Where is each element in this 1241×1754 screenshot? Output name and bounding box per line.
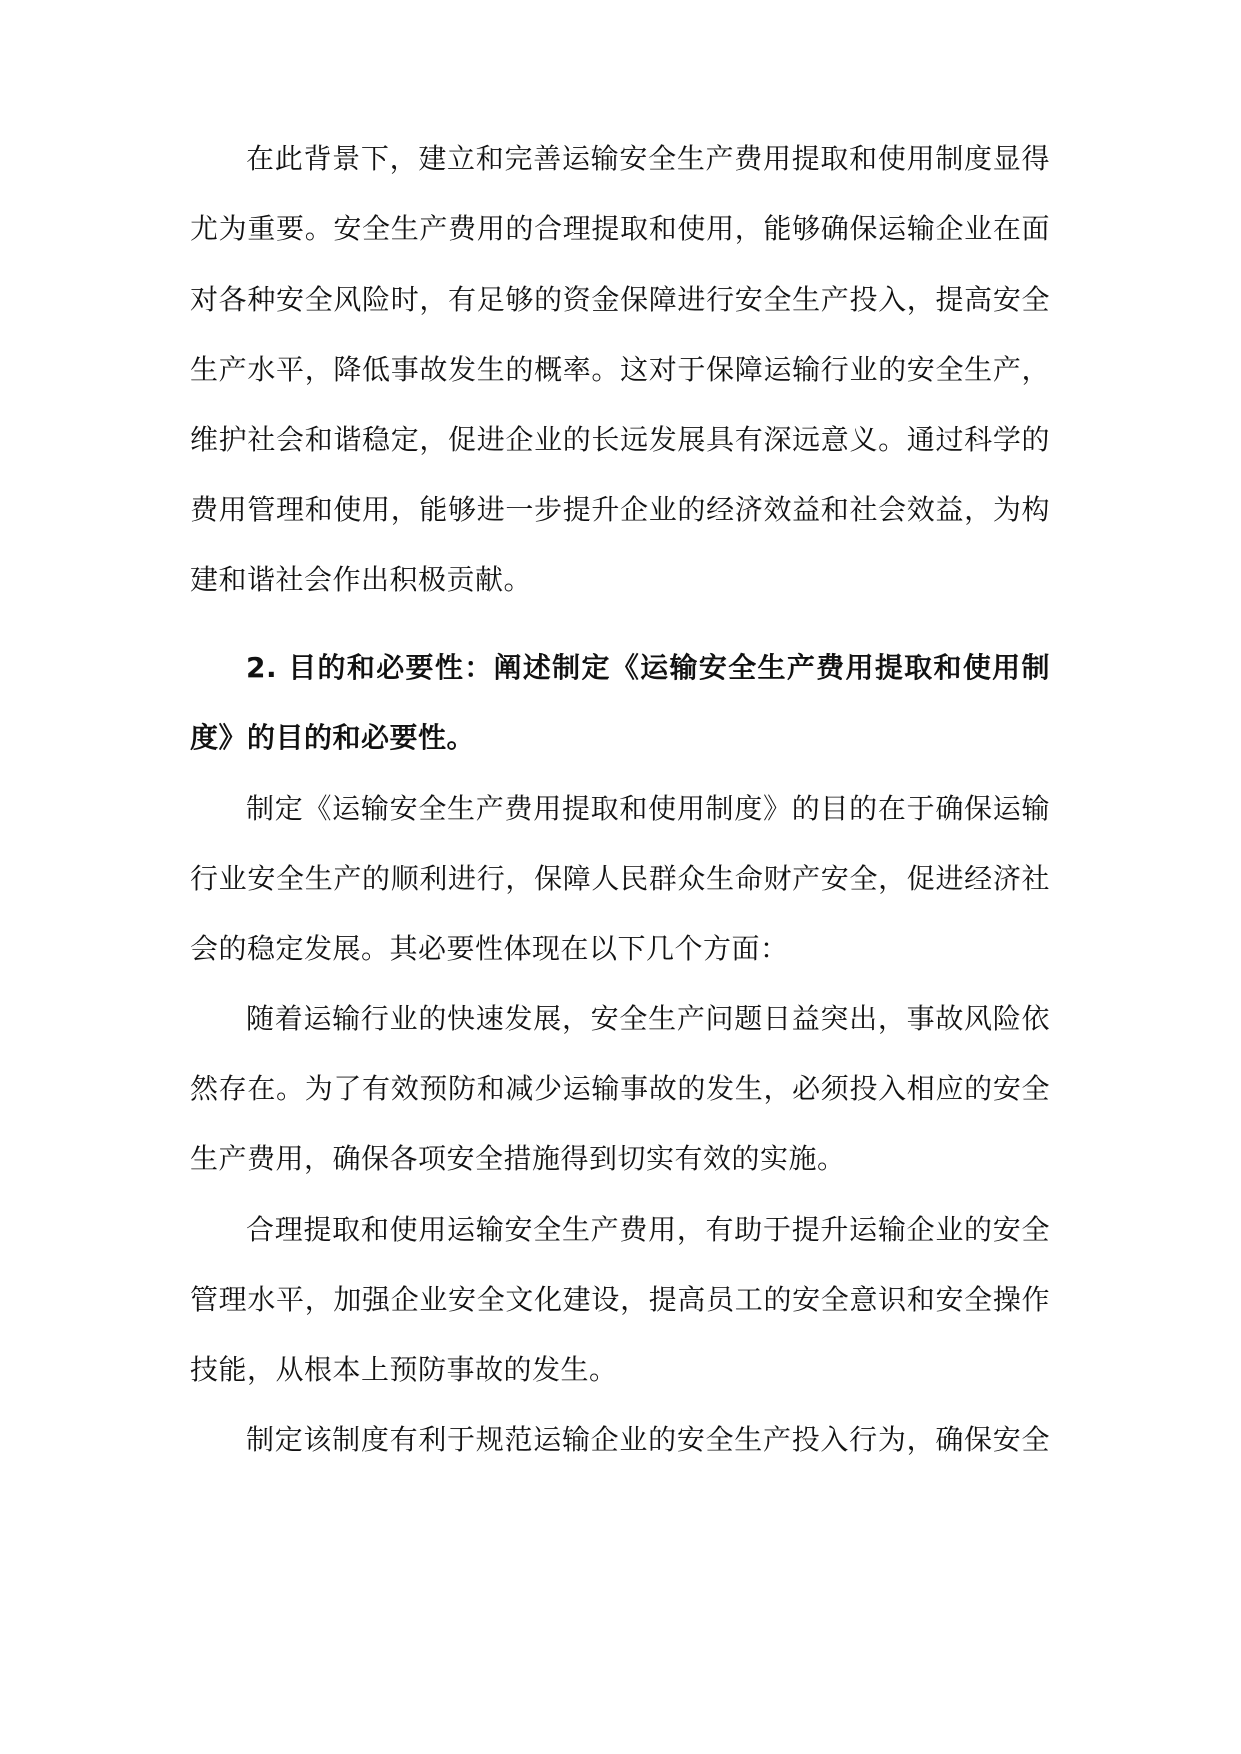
- paragraph-1-line-7: 建和谐社会作出积极贡献。: [190, 563, 533, 596]
- paragraph-1-line-4: 生产水平，降低事故发生的概率。这对于保障运输行业的安全生产，: [190, 353, 1050, 386]
- paragraph-2-line-1: 制定《运输安全生产费用提取和使用制度》的目的在于确保运输: [246, 792, 1050, 825]
- paragraph-1-line-1: 在此背景下，建立和完善运输安全生产费用提取和使用制度显得: [246, 142, 1050, 175]
- paragraph-4-line-1: 合理提取和使用运输安全生产费用，有助于提升运输企业的安全: [246, 1213, 1050, 1246]
- paragraph-5-line-1: 制定该制度有利于规范运输企业的安全生产投入行为，确保安全: [246, 1423, 1050, 1456]
- paragraph-1-line-5: 维护社会和谐稳定，促进企业的长远发展具有深远意义。通过科学的: [190, 423, 1050, 456]
- paragraph-1-line-2: 尤为重要。安全生产费用的合理提取和使用，能够确保运输企业在面: [190, 212, 1050, 245]
- paragraph-4-line-2: 管理水平，加强企业安全文化建设，提高员工的安全意识和安全操作: [190, 1283, 1050, 1316]
- paragraph-1-line-3: 对各种安全风险时，有足够的资金保障进行安全生产投入，提高安全: [190, 283, 1050, 316]
- paragraph-2-line-2: 行业安全生产的顺利进行，保障人民群众生命财产安全，促进经济社: [190, 862, 1050, 895]
- paragraph-1-line-6: 费用管理和使用，能够进一步提升企业的经济效益和社会效益，为构: [190, 493, 1050, 526]
- paragraph-3-line-3: 生产费用，确保各项安全措施得到切实有效的实施。: [190, 1142, 846, 1175]
- section-heading-line-2: 度》的目的和必要性。: [190, 721, 476, 754]
- paragraph-4-line-3: 技能，从根本上预防事故的发生。: [190, 1353, 618, 1386]
- section-heading-line-1: 2. 目的和必要性：阐述制定《运输安全生产费用提取和使用制: [246, 651, 1050, 684]
- paragraph-2-line-3: 会的稳定发展。其必要性体现在以下几个方面：: [190, 932, 789, 965]
- paragraph-3-line-2: 然存在。为了有效预防和减少运输事故的发生，必须投入相应的安全: [190, 1072, 1050, 1105]
- paragraph-3-line-1: 随着运输行业的快速发展，安全生产问题日益突出，事故风险依: [246, 1002, 1050, 1035]
